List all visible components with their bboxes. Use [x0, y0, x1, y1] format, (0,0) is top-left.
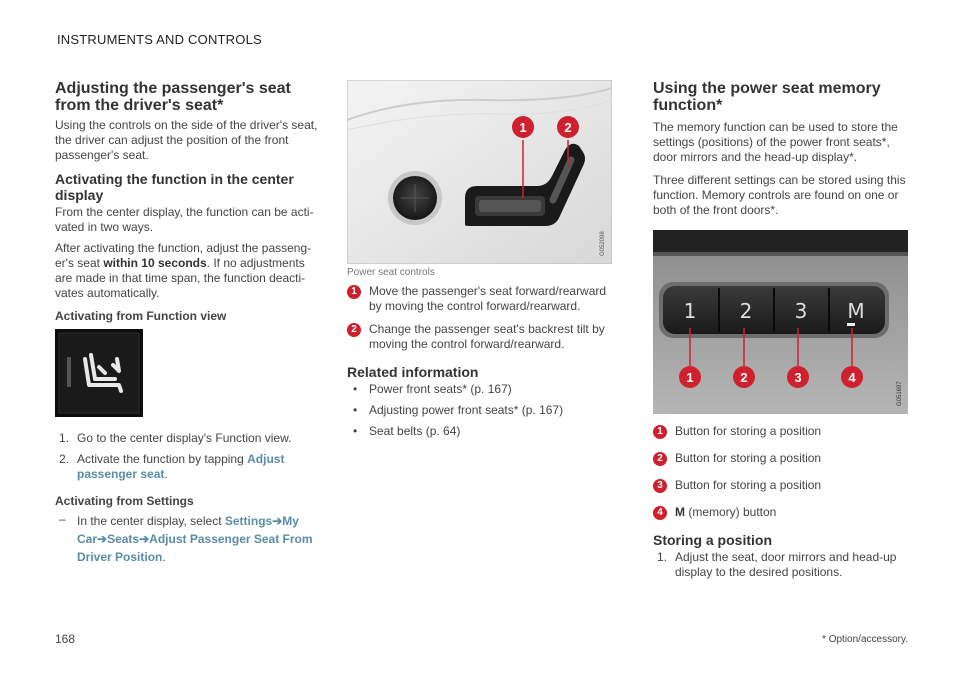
related-link-item[interactable]: • Seat belts (p. 64) [353, 424, 461, 438]
legend-number-badge: 1 [347, 285, 361, 299]
arrow-right-icon: ➔ [272, 514, 283, 528]
related-link-item[interactable]: • Adjusting power front seats* (p. 167) [353, 403, 564, 417]
callout-2: 2 [564, 120, 572, 135]
seats-link[interactable]: Seats [107, 532, 140, 546]
page-number: 168 [55, 632, 76, 646]
related-info-list [347, 382, 612, 439]
callout-4: 4 [848, 370, 856, 385]
image-code: G052098 [600, 231, 606, 256]
related-info-heading: Related information [347, 364, 479, 380]
column-memory-function [653, 80, 908, 586]
paragraph: From the center display, the function can be acti-vated in two ways. [55, 205, 314, 234]
subsection-title: Activating the function in the center display [55, 171, 294, 203]
memory-button-3-label: 3 [794, 299, 808, 323]
paragraph: Three different settings can be stored using this function. Memory controls are found on one or both of the front doors*. [653, 173, 906, 217]
memory-button-2-label: 2 [739, 299, 753, 323]
callout-2: 2 [740, 370, 748, 385]
arrow-right-icon: ➔ [97, 532, 108, 546]
running-header: INSTRUMENTS AND CONTROLS [57, 32, 262, 47]
settings-link[interactable]: Settings [224, 514, 273, 528]
settings-steps [55, 512, 320, 566]
intro-paragraph: Using the controls on the side of the driver's seat, the driver can adjust the position of the front passenger's seat. [55, 118, 318, 162]
intro-paragraph: The memory function can be used to store the settings (positions) of the power front seats*, door mirrors and the head-up display*. [653, 120, 898, 164]
legend-number-badge: 1 [653, 425, 667, 439]
column-passenger-seat [55, 80, 320, 572]
legend-item: 4 M (memory) button [653, 505, 908, 520]
power-seat-controls-illustration [347, 80, 612, 264]
legend-number-badge: 4 [653, 506, 667, 520]
memory-buttons-illustration [653, 230, 908, 414]
settings-heading: Activating from Settings [55, 494, 194, 508]
function-view-steps [55, 431, 320, 482]
list-item: 2. Activate the function by tapping Adjust passenger seat. [59, 452, 285, 481]
column-seat-controls [347, 80, 612, 445]
legend-number-badge: 3 [653, 479, 667, 493]
related-link-item[interactable]: • Power front seats* (p. 167) [353, 382, 512, 396]
legend-item: 1 Button for storing a position [653, 424, 908, 439]
image-code: G051697 [897, 381, 903, 406]
memory-button-m-label: M [847, 299, 865, 323]
storing-steps [653, 550, 908, 580]
adjust-passenger-seat-from-driver-link[interactable]: Adjust Passenger Seat From Driver Position [77, 532, 313, 564]
figure-caption: Power seat controls [347, 267, 435, 278]
section-title: Using the power seat memory function* [653, 80, 881, 114]
footnote: * Option/accessory. [822, 634, 908, 645]
legend-item: 3 Button for storing a position [653, 478, 908, 493]
callout-1: 1 [686, 370, 694, 385]
arrow-right-icon: ➔ [139, 532, 150, 546]
memory-indicator-light [847, 323, 855, 326]
callout-1: 1 [519, 120, 527, 135]
legend-number-badge: 2 [653, 452, 667, 466]
legend-item: 2 Button for storing a position [653, 451, 908, 466]
paragraph: After activating the function, adjust the passeng-er's seat within 10 seconds. If no adjustments are made in that time span, the function deacti-vates automatically. [55, 241, 312, 300]
memory-button-1-label: 1 [683, 299, 697, 323]
adjust-passenger-seat-link[interactable]: Adjust passenger seat [77, 452, 285, 481]
my-car-link[interactable]: My Car [77, 514, 299, 546]
function-view-seat-icon [55, 329, 143, 417]
storing-position-heading: Storing a position [653, 532, 772, 548]
section-title: Adjusting the passenger's seat from the driver's seat* [55, 80, 291, 114]
legend-item: 1 Move the passenger's seat forward/rearward by moving the control forward/rearward. [347, 284, 612, 314]
legend-number-badge: 2 [347, 323, 361, 337]
callout-3: 3 [794, 370, 802, 385]
list-item: – In the center display, select Settings➔My Car➔Seats➔Adjust Passenger Seat From Driver Position. [59, 512, 313, 564]
function-view-heading: Activating from Function view [55, 309, 227, 323]
list-item: 1. Adjust the seat, door mirrors and head-up display to the desired positions. [657, 550, 897, 579]
list-item: 1. Go to the center display's Function view. [59, 431, 292, 445]
legend-item: 2 Change the passenger seat's backrest tilt by moving the control forward/rearward. [347, 322, 612, 352]
